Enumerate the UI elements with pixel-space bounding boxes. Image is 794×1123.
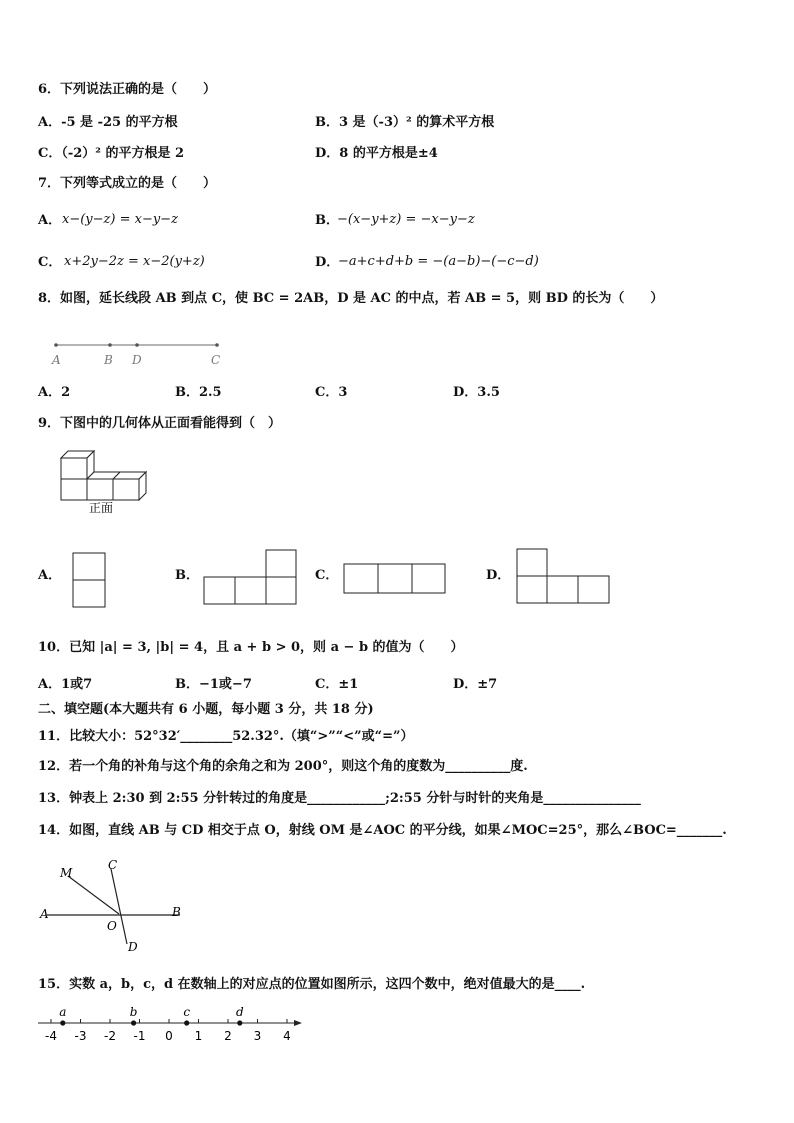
q10-option-a: A．1或7 xyxy=(38,677,93,692)
q8-label-c: C xyxy=(211,353,221,367)
q8-option-b: B．2.5 xyxy=(175,385,222,400)
section-2-heading: 二、填空题(本大题共有 6 小题，每小题 3 分，共 18 分) xyxy=(38,702,374,717)
q6-option-b: B．3 是（-3）² 的算术平方根 xyxy=(315,115,495,130)
q7-stem: 7．下列等式成立的是（ ） xyxy=(38,176,217,191)
q14-label-m: M xyxy=(60,866,73,880)
q11-stem: 11．比较大小：52°32′________52.32°.（填“>”“<”或“=”） xyxy=(38,729,414,744)
q14-stem: 14．如图，直线 AB 与 CD 相交于点 O，射线 OM 是∠AOC 的平分线，如果∠MOC=25°，那么∠BOC=_______. xyxy=(38,823,727,838)
number-line-tick-label: 3 xyxy=(253,1029,262,1043)
number-line-point-label: d xyxy=(235,1005,244,1019)
q14-label-a: A xyxy=(40,907,49,921)
q10-option-c: C．±1 xyxy=(315,677,359,692)
q7-option-c-label: C． xyxy=(38,255,62,270)
q14-label-c: C xyxy=(108,858,118,872)
number-line-point-label: c xyxy=(183,1005,191,1019)
q10-option-b: B．−1或−7 xyxy=(175,677,252,692)
number-line-point-c xyxy=(184,1020,189,1025)
q7-option-b: −(x−y+z) = −x−y−z xyxy=(337,212,475,227)
q14-label-b: B xyxy=(172,905,181,919)
number-line-tick-label: -2 xyxy=(104,1029,116,1043)
q15-stem: 15．实数 a，b，c，d 在数轴上的对应点的位置如图所示，这四个数中，绝对值最大的是____. xyxy=(38,977,586,992)
number-line-tick-label: 2 xyxy=(224,1029,232,1043)
q13-stem: 13．钟表上 2:30 到 2:55 分针转过的角度是____________;2:55 分针与时针的夹角是_______________ xyxy=(38,791,641,806)
q8-label-a: A xyxy=(52,353,61,367)
q7-option-d-label: D． xyxy=(315,255,340,270)
number-line-tick-label: -4 xyxy=(45,1029,57,1043)
q14-label-o: O xyxy=(107,919,117,933)
number-line-tick-label: 4 xyxy=(283,1029,291,1043)
q8-option-a: A．2 xyxy=(38,385,71,400)
q9-option-d: D． xyxy=(486,568,511,583)
q8-label-b: B xyxy=(104,353,113,367)
q7-option-a: x−(y−z) = x−y−z xyxy=(62,212,178,227)
q7-option-b-label: B． xyxy=(315,213,339,228)
number-line-tick-label: -1 xyxy=(133,1029,146,1043)
number-line-point-d xyxy=(237,1020,242,1025)
q8-segment-figure xyxy=(50,336,250,366)
q14-lines-figure xyxy=(40,856,190,956)
q8-option-d: D．3.5 xyxy=(453,385,500,400)
q8-stem: 8．如图，延长线段 AB 到点 C，使 BC = 2AB，D 是 AC 的中点，若 AB = 5，则 BD 的长为（ ） xyxy=(38,291,664,306)
q9-option-c-figure xyxy=(343,563,453,603)
q7-option-d: −a+c+d+b = −(a−b)−(−c−d) xyxy=(338,254,539,269)
q8-option-c: C．3 xyxy=(315,385,348,400)
q6-stem: 6．下列说法正确的是（ ） xyxy=(38,82,217,97)
q12-stem: 12．若一个角的补角与这个角的余角之和为 200°，则这个角的度数为__________度. xyxy=(38,759,528,774)
q6-option-d: D．8 的平方根是±4 xyxy=(315,146,438,161)
q9-option-b: B． xyxy=(175,568,199,583)
q14-label-d: D xyxy=(128,940,138,954)
number-line-tick-label: -3 xyxy=(74,1029,87,1043)
q9-option-a: A． xyxy=(38,568,62,583)
q7-option-a-label: A． xyxy=(38,213,62,228)
number-line-tick-label: 0 xyxy=(165,1029,173,1043)
q6-option-a: A．-5 是 -25 的平方根 xyxy=(38,115,178,130)
q7-option-c: x+2y−2z = x−2(y+z) xyxy=(64,254,205,269)
number-line-point-b xyxy=(131,1020,136,1025)
q9-front-label: 正面 xyxy=(89,501,114,515)
q15-number-line xyxy=(36,1003,306,1047)
q10-stem: 10．已知 |a| = 3, |b| = 4，且 a + b > 0，则 a − b 的值为（ ） xyxy=(38,640,464,655)
q9-option-b-figure xyxy=(203,549,303,609)
number-line-point-a xyxy=(60,1020,65,1025)
q9-stem: 9．下图中的几何体从正面看能得到（ ） xyxy=(38,416,282,431)
q9-solid-figure xyxy=(55,448,155,518)
q9-option-d-figure xyxy=(516,548,616,608)
number-line-point-label: a xyxy=(59,1005,67,1019)
q9-option-a-figure xyxy=(72,552,112,612)
q10-option-d: D．±7 xyxy=(453,677,498,692)
q8-label-d: D xyxy=(132,353,142,367)
number-line-point-label: b xyxy=(129,1005,138,1019)
number-line-tick-label: 1 xyxy=(194,1029,203,1043)
q9-option-c: C． xyxy=(315,568,339,583)
q6-option-c: C．（-2）² 的平方根是 2 xyxy=(38,146,185,161)
